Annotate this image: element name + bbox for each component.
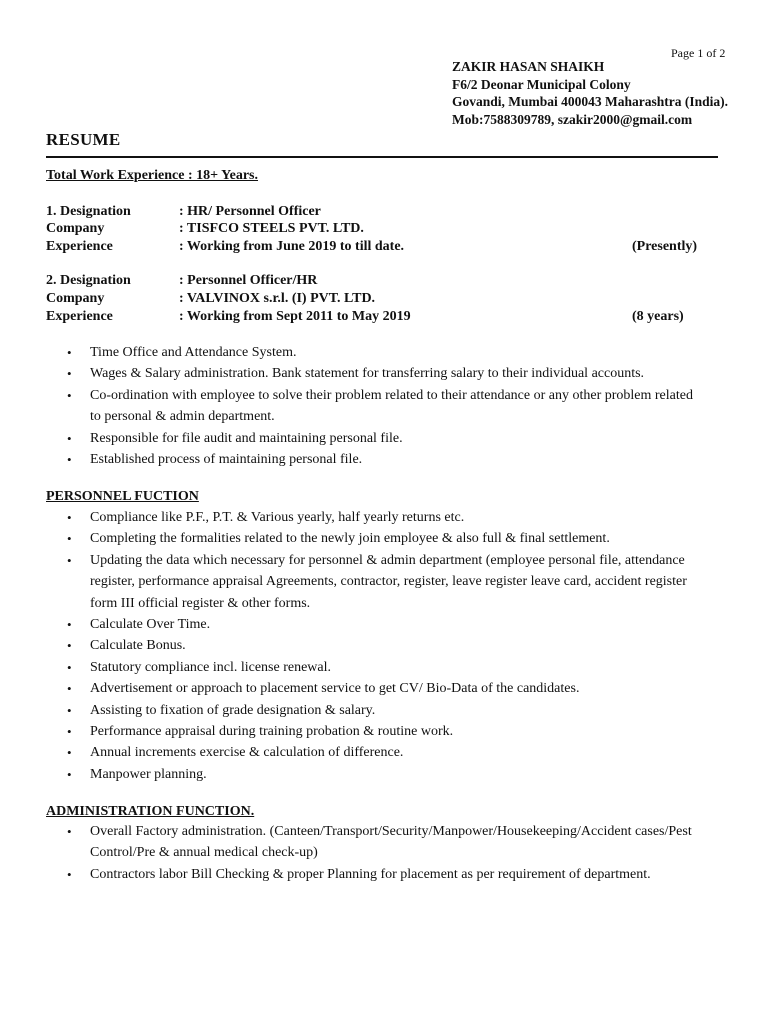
personnel-heading: PERSONNEL FUCTION [46,489,199,504]
list-item [46,385,706,428]
job-1-experience-label: Experience [46,239,113,254]
job-1-company-label: Company [46,221,105,236]
list-item-text: Time Office and Attendance System. [90,345,297,360]
contact-address-line-1: F6/2 Deonar Municipal Colony [452,76,631,92]
list-item [46,550,706,614]
personnel-list [46,507,706,785]
list-item-text: Responsible for file audit and maintaining personal file. [90,430,403,446]
bullet-icon: • [67,452,72,468]
list-item [46,428,706,449]
bullet-icon: • [67,866,72,882]
job-2-experience-value: : Working from Sept 2011 to May 2019 [179,309,411,324]
title-divider [46,156,718,158]
job-2-designation-label: 2. Designation [46,273,131,288]
bullet-icon: • [67,345,72,360]
list-item [46,507,706,528]
page-number: Page 1 of 2 [671,46,726,60]
job-1-designation-label: 1. Designation [46,204,131,219]
list-item-text: Calculate Bonus. [90,638,186,654]
list-item [46,678,706,699]
bullet-icon: • [67,552,72,568]
job-2-company-value: : VALVINOX s.r.l. (I) PVT. LTD. [179,291,376,306]
list-item-text: Annual increments exercise & calculation of difference. [90,745,404,761]
bullet-icon: • [67,702,72,718]
total-experience: Total Work Experience : 18+ Years. [46,168,259,183]
list-item-text: Advertisement or approach to placement service to get CV/ Bio-Data of the candidates. [90,681,580,697]
job-2-company-label: Company [46,291,105,306]
list-item-text: Completing the formalities related to the newly join employee & also full & final settlement. [90,531,610,547]
list-item-text: Performance appraisal during training probation & routine work. [90,724,454,740]
list-item-text: Manpower planning. [90,766,207,782]
contact-address-line-2: Govandi, Mumbai 400043 Maharashtra (India). [452,94,729,109]
list-item [46,700,706,721]
contact-mobile-email: Mob:7588309789, szakir2000@gmail.com [452,111,693,127]
contact-name: ZAKIR HASAN SHAIKH [452,59,605,74]
list-item [46,614,706,635]
list-item [46,528,706,549]
list-item [46,742,706,763]
bullet-icon: • [67,766,72,782]
job-2-designation-value: : Personnel Officer/HR [179,273,318,288]
bullet-icon: • [67,638,72,654]
bullet-icon: • [67,387,72,403]
list-item [46,657,706,678]
list-item-text: Statutory compliance incl. license renewal. [90,659,332,675]
list-item-text: Overall Factory administration. (Canteen/Transport/Security/Manpower/Housekeeping/Accident cases/Pest Control/Pre & annual medical check-up) [90,824,692,861]
administration-heading: ADMINISTRATION FUNCTION. [46,804,255,819]
job-1-company-value: : TISFCO STEELS PVT. LTD. [179,221,364,236]
bullet-icon: • [67,510,72,525]
list-item-text: Co-ordination with employee to solve their problem related to their attendance or any other problem related to personal & admin department. [90,387,693,425]
administration-list [46,821,706,885]
bullet-icon: • [67,531,72,547]
job-1-designation-value: : HR/ Personnel Officer [179,204,321,219]
job-2-duration: (8 years) [632,309,684,324]
list-item [46,821,706,864]
list-item [46,864,706,885]
contact-block [452,58,728,128]
list-item-text: Compliance like P.F., P.T. & Various yearly, half yearly returns etc. [90,510,465,525]
list-item [46,363,706,384]
resume-title: RESUME [46,130,121,149]
list-item-text: Updating the data which necessary for personnel & admin department (employee personal file, attendance register, performance appraisal Agreements, contractor, register, leave register leave card, accident register form III official register & other forms. [90,552,687,611]
bullet-icon: • [67,617,72,633]
bullet-icon: • [67,430,72,446]
list-item [46,449,706,470]
bullet-icon: • [67,824,72,839]
list-item [46,635,706,656]
list-item [46,764,706,785]
list-item-text: Calculate Over Time. [90,617,211,633]
list-item [46,721,706,742]
list-item-text: Wages & Salary administration. Bank statement for transferring salary to their individual accounts. [90,366,645,382]
job-2-experience-label: Experience [46,309,113,324]
bullet-icon: • [67,724,72,740]
bullet-icon: • [67,745,72,761]
list-item-text: Established process of maintaining personal file. [90,452,363,468]
list-item [46,342,706,363]
bullet-icon: • [67,366,72,382]
job-1-duration: (Presently) [632,239,698,254]
bullet-icon: • [67,659,72,675]
job-1-experience-value: : Working from June 2019 to till date. [179,239,405,254]
list-item-text: Contractors labor Bill Checking & proper Planning for placement as per requirement of department. [90,866,651,882]
list-item-text: Assisting to fixation of grade designation & salary. [90,702,376,718]
bullet-icon: • [67,681,72,697]
duties-list [46,342,706,470]
